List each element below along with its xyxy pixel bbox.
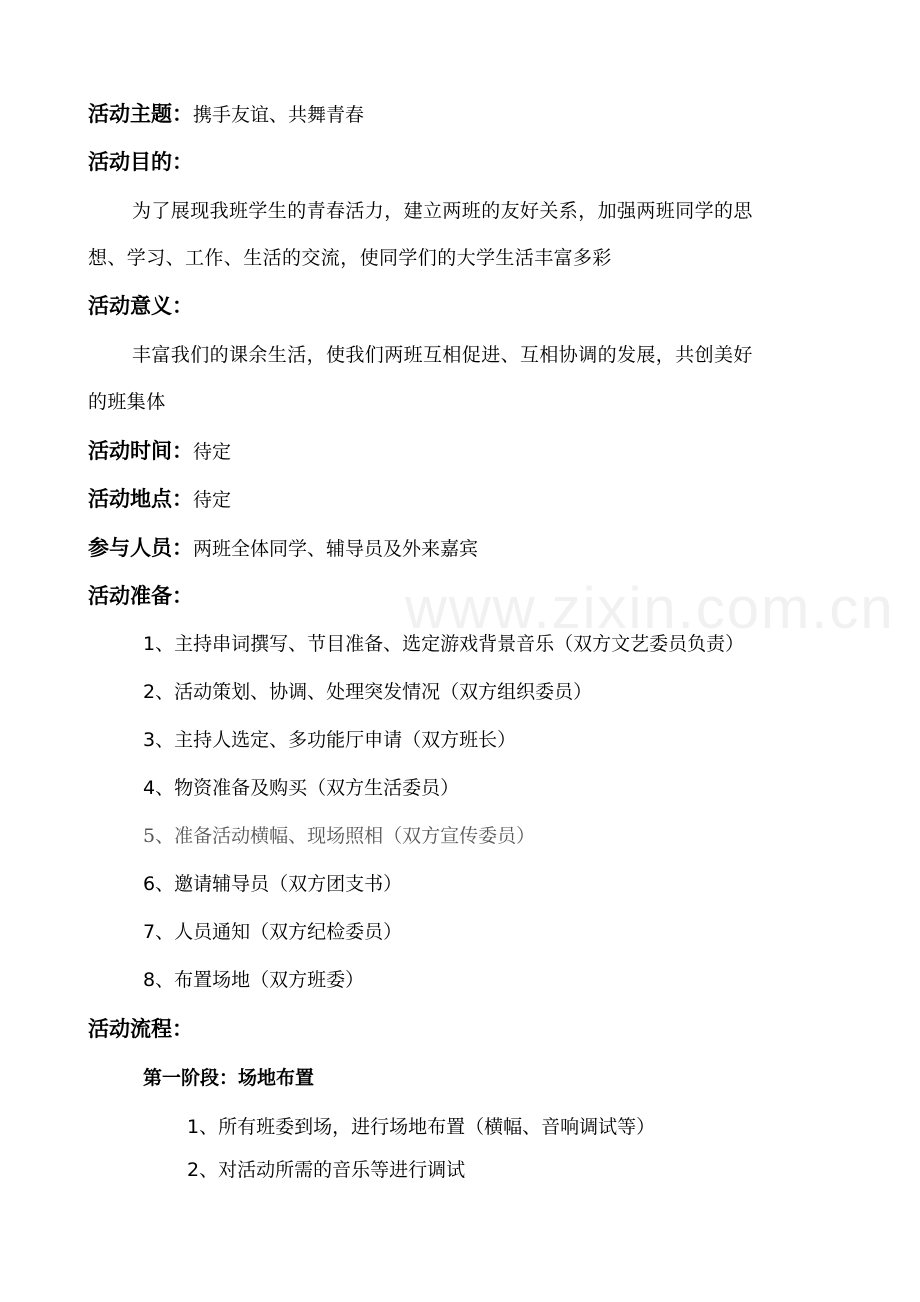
theme-label: 活动主题： xyxy=(88,102,193,126)
time-label: 活动时间： xyxy=(88,439,193,463)
preparation-item: 6、邀请辅导员（双方团支书） xyxy=(143,873,403,895)
location-label: 活动地点： xyxy=(88,487,193,511)
preparation-item: 7、人员通知（双方纪检委员） xyxy=(143,921,403,943)
participants-label: 参与人员： xyxy=(88,536,193,560)
significance-heading: 活动意义： xyxy=(88,294,193,318)
preparation-item: 8、布置场地（双方班委） xyxy=(143,969,365,991)
theme-heading xyxy=(88,102,364,127)
purpose-heading: 活动目的： xyxy=(88,150,193,174)
watermark: www.zixin.com.cn xyxy=(405,576,895,641)
theme-value: 携手友谊、共舞青春 xyxy=(193,104,365,126)
stage1-item: 1、所有班委到场，进行场地布置（横幅、音响调试等） xyxy=(187,1116,656,1138)
participants-value: 两班全体同学、辅导员及外来嘉宾 xyxy=(193,538,479,560)
preparation-item: 5、准备活动横幅、现场照相（双方宣传委员） xyxy=(143,825,536,847)
purpose-text-line1: 为了展现我班学生的青春活力，建立两班的友好关系，加强两班同学的思 xyxy=(132,200,753,222)
significance-text-line2: 的班集体 xyxy=(88,391,166,413)
preparation-item: 4、物资准备及购买（双方生活委员） xyxy=(143,777,460,799)
stage1-item: 2、对活动所需的音乐等进行调试 xyxy=(187,1159,466,1181)
location-value: 待定 xyxy=(193,489,232,511)
purpose-text-line2: 想、学习、工作、生活的交流，使同学们的大学生活丰富多彩 xyxy=(88,247,612,269)
stage1-title: 第一阶段：场地布置 xyxy=(143,1067,315,1089)
location-heading xyxy=(88,487,231,512)
preparation-item: 1、主持串词撰写、节目准备、选定游戏背景音乐（双方文艺委员负责） xyxy=(143,633,745,655)
process-heading: 活动流程： xyxy=(88,1017,193,1041)
time-value: 待定 xyxy=(193,441,232,463)
preparation-heading: 活动准备： xyxy=(88,584,193,608)
preparation-item: 3、主持人选定、多功能厅申请（双方班长） xyxy=(143,729,517,751)
participants-heading xyxy=(88,536,478,561)
time-heading xyxy=(88,439,231,464)
preparation-item: 2、活动策划、协调、处理突发情况（双方组织委员） xyxy=(143,681,593,703)
significance-text-line1: 丰富我们的课余生活，使我们两班互相促进、互相协调的发展，共创美好 xyxy=(132,344,753,366)
